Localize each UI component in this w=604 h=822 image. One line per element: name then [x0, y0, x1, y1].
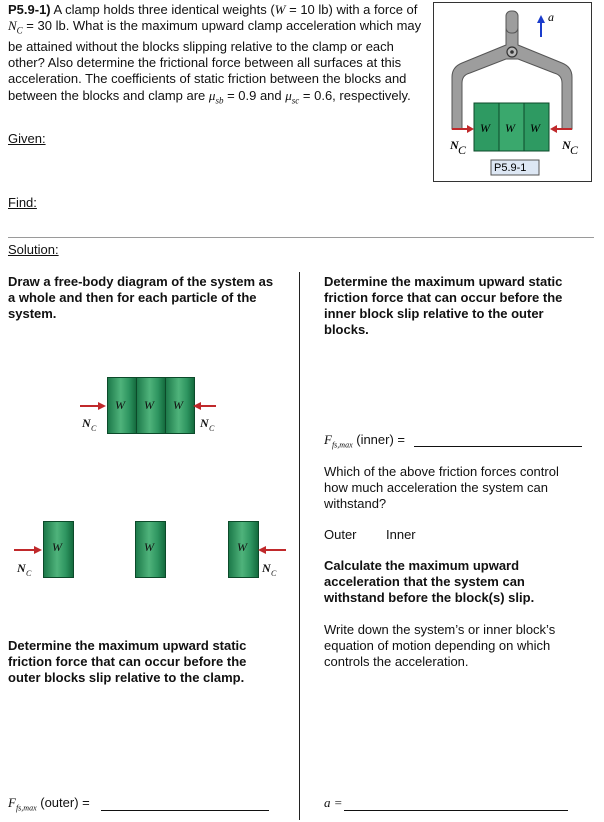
svg-text:W: W	[530, 121, 540, 135]
particle-left-arrow	[12, 542, 44, 558]
fbd-w-3: W	[173, 398, 183, 412]
arrow-left-icon	[258, 546, 266, 554]
arrow-up-icon	[537, 15, 545, 23]
solution-label: Solution:	[8, 242, 59, 257]
inner-friction-answer[interactable]	[414, 446, 582, 447]
find-label: Find:	[8, 195, 37, 210]
clamp-handle	[506, 11, 518, 33]
figure-caption: P5.9-1	[494, 162, 527, 174]
fbd-w-2: W	[144, 398, 154, 412]
clamp-figure	[433, 2, 592, 182]
arrow-left-icon	[193, 402, 201, 410]
outer-friction-answer[interactable]	[101, 810, 269, 811]
accel-label: a	[548, 10, 554, 24]
outer-friction-row: $F_{fs,max}$ (outer) =	[8, 795, 90, 813]
fbd-heading: Draw a free-body diagram of the system as a whole and then for each particle of the system.	[8, 274, 274, 321]
fig-w-label: W	[480, 121, 490, 135]
accel-heading: Calculate the maximum upward acceleration that the system can withstand before the block(s) slip.	[324, 558, 535, 605]
accel-answer-row: a =	[324, 795, 343, 810]
given-label: Given:	[8, 131, 46, 146]
arrow-right-icon	[98, 402, 106, 410]
arrow-right-icon	[467, 125, 474, 133]
column-divider	[299, 272, 300, 820]
clamp-diagram	[434, 3, 591, 181]
particle-left-n: N	[17, 561, 26, 575]
fbd-n-right: N	[200, 416, 209, 430]
inner-heading: Determine the maximum upward static friction force that can occur before the inner block slip relative to the outer blocks.	[324, 274, 563, 337]
particle-right-n: N	[262, 561, 271, 575]
svg-text:W: W	[505, 121, 515, 135]
inner-friction-row: $F_{fs,max}$ (inner) =	[324, 432, 406, 450]
fig-n-right: N	[562, 138, 571, 152]
arrow-right-icon	[34, 546, 42, 554]
svg-text:C: C	[458, 143, 467, 157]
fbd-w-1: W	[115, 398, 125, 412]
control-question: Which of the above friction forces control how much acceleration the system can withstand?	[324, 464, 559, 511]
outer-heading: Determine the maximum upward static friction force that can occur before the outer blocks slip relative to the clamp.	[8, 638, 247, 685]
fbd-n-left: N	[82, 416, 91, 430]
option-inner[interactable]: Inner	[386, 527, 416, 542]
section-divider	[8, 237, 594, 238]
fbd-force-arrows	[78, 398, 218, 414]
problem-number: P5.9-1)	[8, 2, 51, 17]
particle-right-arrow	[256, 542, 288, 558]
eom-instruction: Write down the system’s or inner block’s equation of motion depending on which controls the acceleration.	[324, 622, 556, 669]
svg-text:C: C	[570, 143, 579, 157]
option-outer[interactable]: Outer	[324, 527, 357, 542]
accel-answer[interactable]	[344, 810, 568, 811]
fig-n-left: N	[450, 138, 459, 152]
arrow-left-icon	[550, 125, 557, 133]
problem-statement: P5.9-1) A clamp holds three identical weights (W = 10 lb) with a force of $N_C = 30$ lb. What is the maximum upward clamp acceleration which may be attained without the blocks slipping relative to the clamp or each other? Also determine the frictional force between all surfaces at this acceleration. The coefficients of static friction between the blocks and between the blocks and clamp are $\mu_{sb} = 0.9$ and $\mu_{sc} = 0.6$, respectively.	[8, 2, 422, 106]
